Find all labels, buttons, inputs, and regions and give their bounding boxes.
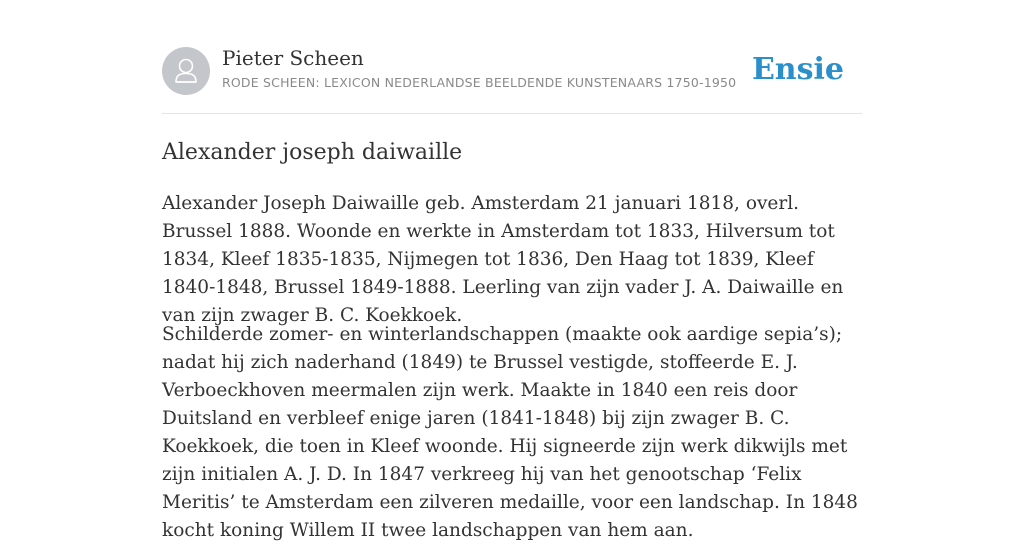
article-paragraph-1: Alexander Joseph Daiwaille geb. Amsterdam 21 januari 1818, overl. Brussel 1888. Woonde en werkte in Amsterdam tot 1833, Hilversum tot 1834, Kleef 1835-1835, Nijmegen tot 1836, Den Haag tot 1839, Kleef 1840-1848, Brussel 1849-1888. Leerling van zijn vader J. A. Daiwaille en van zijn zwager B. C. Koekkoek. [162, 193, 844, 326]
article-header [162, 46, 862, 96]
page-title: Alexander joseph daiwaille [162, 140, 463, 165]
header-divider [162, 113, 862, 114]
ensie-logo[interactable]: Ensie [751, 52, 844, 87]
user-icon [162, 47, 210, 95]
author-name[interactable]: Pieter Scheen [222, 46, 364, 70]
source-title[interactable]: RODE SCHEEN: LEXICON NEDERLANDSE BEELDENDE KUNSTENAARS 1750-1950 [222, 75, 737, 90]
avatar[interactable] [162, 47, 210, 95]
article-paragraph-2: Schilderde zomer- en winterlandschappen (maakte ook aardige sepia’s); nadat hij zich naderhand (1849) te Brussel vestigde, stoffeerde E. J. Verboeckhoven meermalen zijn werk. Maakte in 1840 een reis door Duitsland en verbleef enige jaren (1841-1848) bij zijn zwager B. C. Koekkoek, die toen in Kleef woonde. Hij signeerde zijn werk dikwijls met zijn initialen A. J. D. In 1847 verkreeg hij van het genootschap ‘Felix Meritis’ te Amsterdam een zilveren medaille, voor een landschap. In 1848 kocht koning Willem II twee landschappen van hem aan. [162, 324, 858, 541]
